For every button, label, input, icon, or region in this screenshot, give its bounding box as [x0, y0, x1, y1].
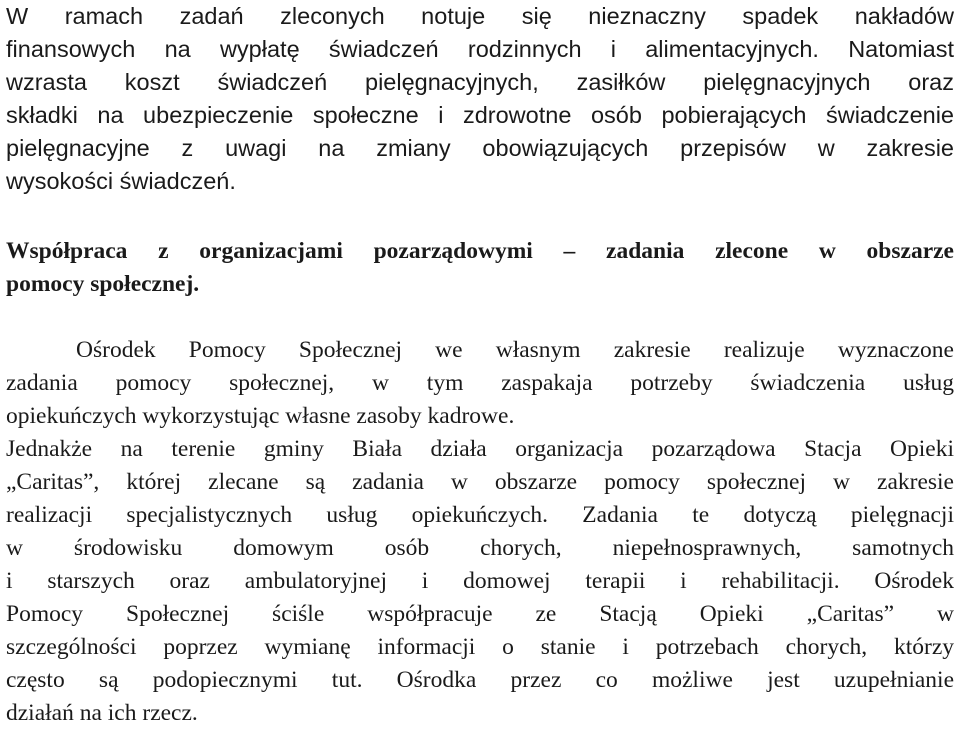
text-line: „Caritas”, której zlecane są zadania w obszarze pomocy społecznej w zakresie	[6, 469, 954, 495]
text-line: w środowisku domowym osób chorych, niepełnosprawnych, samotnych	[6, 535, 954, 561]
section-heading	[6, 235, 954, 301]
text-line: i starszych oraz ambulatoryjnej i domowej terapii i rehabilitacji. Ośrodek	[6, 568, 954, 594]
text-line: pielęgnacyjne z uwagi na zmiany obowiązujących przepisów w zakresie	[6, 135, 954, 161]
text-line: realizacji specjalistycznych usług opiekuńczych. Zadania te dotyczą pielęgnacji	[6, 502, 954, 528]
text-line: szczególności poprzez wymianę informacji o stanie i potrzebach chorych, którzy	[6, 634, 954, 660]
body-paragraph	[6, 334, 954, 730]
text-line: wzrasta koszt świadczeń pielęgnacyjnych, zasiłków pielęgnacyjnych oraz	[6, 69, 954, 95]
text-line: Jednakże na terenie gminy Biała działa organizacja pozarządowa Stacja Opieki	[6, 436, 954, 462]
text-line: W ramach zadań zleconych notuje się nieznaczny spadek nakładów	[6, 3, 954, 29]
intro-paragraph	[6, 0, 954, 198]
text-line: finansowych na wypłatę świadczeń rodzinnych i alimentacyjnych. Natomiast	[6, 36, 954, 62]
heading-line: Współpraca z organizacjami pozarządowymi – zadania zlecone w obszarze	[6, 238, 954, 264]
text-line: wysokości świadczeń.	[6, 168, 236, 194]
text-line: często są podopiecznymi tut. Ośrodka przez co możliwe jest uzupełnianie	[6, 667, 954, 693]
text-line: zadania pomocy społecznej, w tym zaspakaja potrzeby świadczenia usług	[6, 370, 954, 396]
text-line: Ośrodek Pomocy Społecznej we własnym zakresie realizuje wyznaczone	[76, 337, 954, 363]
text-line: działań na ich rzecz.	[6, 700, 198, 726]
text-line: Pomocy Społecznej ściśle współpracuje ze Stacją Opieki „Caritas” w	[6, 601, 954, 627]
text-line: składki na ubezpieczenie społeczne i zdrowotne osób pobierających świadczenie	[6, 102, 954, 128]
text-line: opiekuńczych wykorzystując własne zasoby kadrowe.	[6, 403, 515, 429]
heading-line: pomocy społecznej.	[6, 271, 200, 297]
